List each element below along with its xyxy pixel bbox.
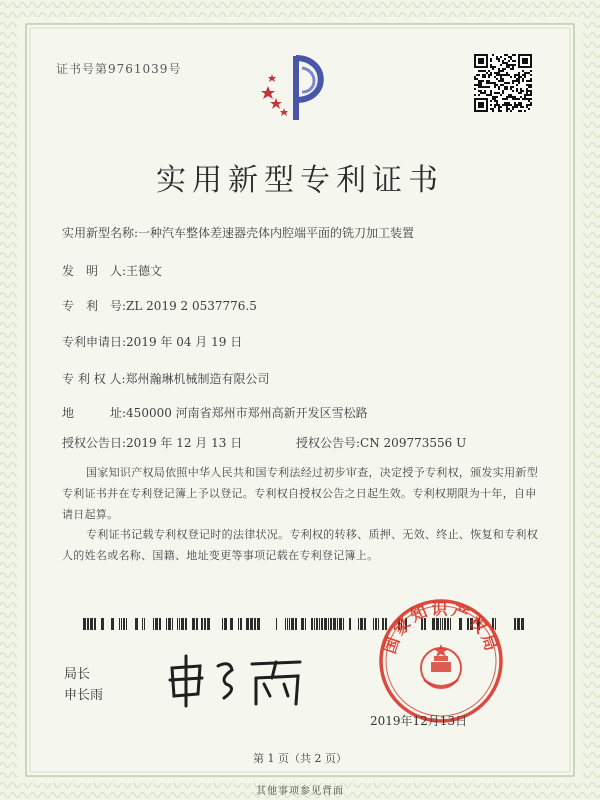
- field-utility-model-name: [62, 224, 414, 241]
- certificate-number: 证书号第9761039号: [56, 62, 182, 76]
- field-value: CN 209773556 U: [360, 436, 467, 450]
- patent-office-logo-icon: [258, 48, 338, 128]
- field-value: 2019 年 04 月 19 日: [126, 335, 243, 349]
- field-value: ZL 2019 2 0537776.5: [126, 299, 257, 313]
- back-note: 其他事项参见背面: [256, 786, 344, 797]
- field-value: 2019 年 12 月 13 日: [126, 436, 243, 450]
- field-value: 450000 河南省郑州市郑州高新开发区雪松路: [126, 406, 368, 420]
- field-value: 王德文: [126, 264, 163, 278]
- field-inventor: [62, 262, 162, 279]
- field-grant-date: [62, 434, 242, 451]
- field-label: 专 利 号:: [62, 299, 127, 313]
- field-label: 地 址:: [62, 406, 127, 420]
- field-label: 专 利 权 人:: [62, 372, 126, 386]
- field-label: 授权公告号:: [296, 436, 361, 450]
- legal-status-paragraph: 专利证书记载专利权登记时的法律状况。专利权的转移、质押、无效、终止、恢复和专利权人的姓名或名称、国籍、地址变更等事项记载在专利登记簿上。: [62, 528, 538, 562]
- statement-paragraph: 国家知识产权局依照中华人民共和国专利法经过初步审查，决定授予专利权，颁发实用新型专利证书并在专利登记簿上予以登记。专利权自授权公告之日起生效。专利权期限为十年，自申请日起算。: [62, 466, 538, 521]
- field-label: 发 明 人:: [62, 264, 127, 278]
- qr-code-icon: [474, 54, 532, 112]
- official-seal: [376, 596, 506, 726]
- field-value: 一种汽车整体差速器壳体内腔端平面的铣刀加工装置: [138, 226, 415, 240]
- signatory-block: [64, 664, 103, 706]
- field-application-date: [62, 333, 242, 350]
- signatory-title: 局长: [64, 667, 91, 682]
- field-patent-number: [62, 297, 257, 314]
- signatory-name: 申长雨: [64, 688, 104, 703]
- handwritten-signature: [160, 648, 310, 708]
- field-address: [62, 404, 368, 421]
- certificate-title: 实用新型专利证书: [156, 163, 444, 198]
- field-label: 授权公告日:: [62, 436, 127, 450]
- field-patentee: [62, 370, 270, 387]
- field-label: 实用新型名称:: [62, 226, 139, 240]
- field-value: 郑州瀚琳机械制造有限公司: [125, 372, 270, 386]
- page-indicator: 第 1 页（共 2 页）: [253, 752, 347, 765]
- seal-date: 2019年12月13日: [370, 714, 468, 728]
- seal-text: 国家知识产权局: [380, 599, 502, 656]
- field-grant-number: [296, 434, 466, 451]
- field-label: 专利申请日:: [62, 335, 127, 349]
